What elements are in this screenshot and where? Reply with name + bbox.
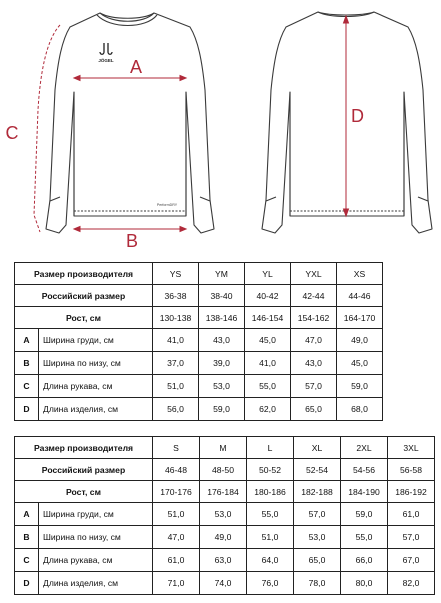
- measurement-value: 47,0: [153, 526, 200, 549]
- measurement-row-a: [15, 329, 435, 352]
- size-cell: YL: [245, 263, 291, 285]
- measurement-row-b: [15, 526, 435, 549]
- measurement-value: 57,0: [294, 503, 341, 526]
- size-cell: 3XL: [388, 437, 435, 459]
- height-cell: 176-184: [200, 481, 247, 503]
- measurement-value: 51,0: [247, 526, 294, 549]
- measurement-value: 51,0: [153, 503, 200, 526]
- measurement-value: 71,0: [153, 572, 200, 595]
- height-cell: 154-162: [291, 307, 337, 329]
- dimension-label-d: D: [351, 106, 364, 126]
- measurement-value: 41,0: [245, 352, 291, 375]
- measurement-value: 55,0: [247, 503, 294, 526]
- measurement-value: 57,0: [388, 526, 435, 549]
- empty-cell: [383, 375, 435, 398]
- size-cell: L: [247, 437, 294, 459]
- height-row: [15, 481, 435, 503]
- measurement-value: 76,0: [247, 572, 294, 595]
- measurement-value: 49,0: [337, 329, 383, 352]
- height-cell: 184-190: [341, 481, 388, 503]
- ru-size-cell: 48-50: [200, 459, 247, 481]
- measurement-value: 67,0: [388, 549, 435, 572]
- measurement-value: 53,0: [294, 526, 341, 549]
- empty-cell: [383, 263, 435, 285]
- manufacturer-size-label: Размер производителя: [15, 263, 153, 285]
- measurement-letter: C: [15, 549, 39, 572]
- russian-size-label: Российский размер: [15, 285, 153, 307]
- size-cell: XS: [337, 263, 383, 285]
- back-shirt-outline: [262, 12, 432, 233]
- measurement-value: 47,0: [291, 329, 337, 352]
- measurement-value: 57,0: [291, 375, 337, 398]
- measurement-value: 68,0: [337, 398, 383, 421]
- size-cell: 2XL: [341, 437, 388, 459]
- measurement-label: Длина изделия, см: [39, 572, 153, 595]
- measurement-label: Ширина груди, см: [39, 503, 153, 526]
- measurement-label: Длина изделия, см: [39, 398, 153, 421]
- ru-size-cell: 44-46: [337, 285, 383, 307]
- russian-size-row: [15, 285, 435, 307]
- measurement-letter: A: [15, 503, 39, 526]
- measurement-label: Длина рукава, см: [39, 549, 153, 572]
- size-cell: M: [200, 437, 247, 459]
- measurement-letter: B: [15, 352, 39, 375]
- measurement-value: 53,0: [200, 503, 247, 526]
- garment-size-diagram: [0, 0, 441, 250]
- measurement-value: 59,0: [341, 503, 388, 526]
- height-cell: 170-176: [153, 481, 200, 503]
- measurement-value: 43,0: [199, 329, 245, 352]
- measurement-value: 62,0: [245, 398, 291, 421]
- measurement-value: 55,0: [245, 375, 291, 398]
- measurement-row-a: [15, 503, 435, 526]
- measurement-value: 80,0: [341, 572, 388, 595]
- measurement-value: 37,0: [153, 352, 199, 375]
- ru-size-cell: 36-38: [153, 285, 199, 307]
- measurement-value: 45,0: [245, 329, 291, 352]
- measurement-value: 43,0: [291, 352, 337, 375]
- measurement-value: 59,0: [337, 375, 383, 398]
- height-row: [15, 307, 435, 329]
- ru-size-cell: 56-58: [388, 459, 435, 481]
- measurement-value: 56,0: [153, 398, 199, 421]
- measurement-label: Ширина по низу, см: [39, 526, 153, 549]
- measurement-letter: C: [15, 375, 39, 398]
- height-cell: 164-170: [337, 307, 383, 329]
- measurement-value: 55,0: [341, 526, 388, 549]
- measurement-row-d: [15, 398, 435, 421]
- measurement-row-c: [15, 375, 435, 398]
- measurement-label: Ширина по низу, см: [39, 352, 153, 375]
- manufacturer-size-row: [15, 437, 435, 459]
- height-label: Рост, см: [15, 307, 153, 329]
- measurement-label: Длина рукава, см: [39, 375, 153, 398]
- measurement-value: 78,0: [294, 572, 341, 595]
- dimension-label-c: C: [5, 123, 19, 143]
- height-cell: 138-146: [199, 307, 245, 329]
- size-cell: XL: [294, 437, 341, 459]
- size-cell: YM: [199, 263, 245, 285]
- measurement-value: 74,0: [200, 572, 247, 595]
- empty-cell: [383, 307, 435, 329]
- ru-size-cell: 50-52: [247, 459, 294, 481]
- measurement-row-b: [15, 352, 435, 375]
- measurement-value: 66,0: [341, 549, 388, 572]
- height-label: Рост, см: [15, 481, 153, 503]
- ru-size-cell: 40-42: [245, 285, 291, 307]
- size-cell: YS: [153, 263, 199, 285]
- measurement-value: 65,0: [294, 549, 341, 572]
- measurement-value: 64,0: [247, 549, 294, 572]
- size-cell: S: [153, 437, 200, 459]
- height-cell: 130-138: [153, 307, 199, 329]
- russian-size-label: Российский размер: [15, 459, 153, 481]
- size-table-adult: [14, 436, 435, 595]
- manufacturer-size-row: [15, 263, 435, 285]
- empty-cell: [383, 285, 435, 307]
- ru-size-cell: 52-54: [294, 459, 341, 481]
- measurement-row-d: [15, 572, 435, 595]
- measurement-row-c: [15, 549, 435, 572]
- measurement-value: 61,0: [388, 503, 435, 526]
- empty-cell: [383, 352, 435, 375]
- manufacturer-size-label: Размер производителя: [15, 437, 153, 459]
- measurement-value: 41,0: [153, 329, 199, 352]
- front-shirt-outline: [46, 13, 214, 233]
- measurement-value: 53,0: [199, 375, 245, 398]
- dimension-label-b: B: [125, 231, 139, 250]
- height-cell: 186-192: [388, 481, 435, 503]
- brand-text: JÖGEL: [98, 58, 114, 63]
- measurement-value: 65,0: [291, 398, 337, 421]
- measurement-value: 61,0: [153, 549, 200, 572]
- dimension-label-a: A: [129, 57, 143, 77]
- measurement-value: 63,0: [200, 549, 247, 572]
- measurement-value: 49,0: [200, 526, 247, 549]
- measurement-label: Ширина груди, см: [39, 329, 153, 352]
- size-table-youth: [14, 262, 435, 421]
- ru-size-cell: 54-56: [341, 459, 388, 481]
- height-cell: 182-188: [294, 481, 341, 503]
- measurement-letter: B: [15, 526, 39, 549]
- ru-size-cell: 42-44: [291, 285, 337, 307]
- ru-size-cell: 46-48: [153, 459, 200, 481]
- size-cell: YXL: [291, 263, 337, 285]
- empty-cell: [383, 329, 435, 352]
- measurement-letter: D: [15, 572, 39, 595]
- measurement-letter: A: [15, 329, 39, 352]
- ru-size-cell: 38-40: [199, 285, 245, 307]
- height-cell: 180-186: [247, 481, 294, 503]
- measurement-letter: D: [15, 398, 39, 421]
- russian-size-row: [15, 459, 435, 481]
- height-cell: 146-154: [245, 307, 291, 329]
- measurement-value: 45,0: [337, 352, 383, 375]
- measurement-value: 39,0: [199, 352, 245, 375]
- empty-cell: [383, 398, 435, 421]
- measurement-value: 82,0: [388, 572, 435, 595]
- measurement-value: 51,0: [153, 375, 199, 398]
- tag-text: PerformDRY: [156, 203, 178, 207]
- measurement-value: 59,0: [199, 398, 245, 421]
